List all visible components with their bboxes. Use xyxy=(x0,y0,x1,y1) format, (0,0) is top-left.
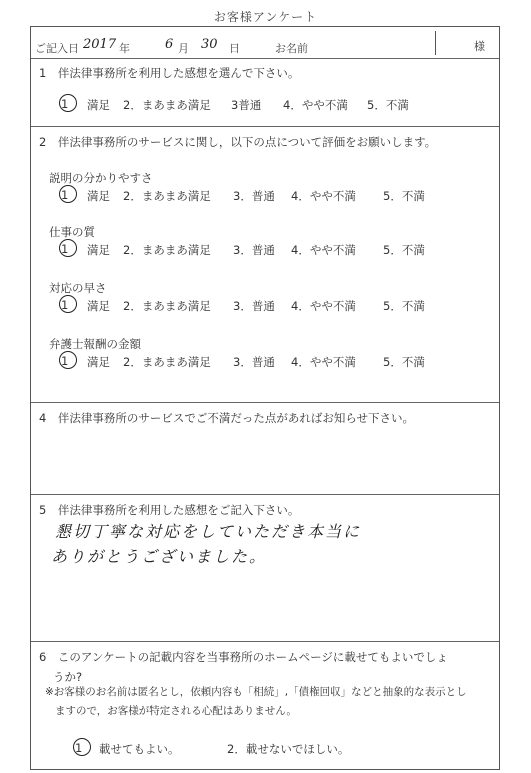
q2-rating-option[interactable]: 満足 xyxy=(87,355,110,369)
q2-rating-option[interactable]: 4．やや不満 xyxy=(291,189,356,203)
q2-rating-option[interactable]: 3．普通 xyxy=(233,243,275,257)
name-label: お名前 xyxy=(275,42,308,55)
divider xyxy=(31,494,499,495)
q2-rating-row xyxy=(61,354,501,374)
privacy-note-line-2: ますので，お客様が特定される心配はありません。 xyxy=(55,705,297,717)
q2-item-label: 対応の早さ xyxy=(49,281,107,295)
date-label: ご記入日 xyxy=(35,42,79,55)
q2-rating-option[interactable]: 2．まあまあ満足 xyxy=(123,299,211,313)
privacy-note xyxy=(45,683,499,721)
q2-rating-option[interactable]: 4．やや不満 xyxy=(291,243,356,257)
q2-rating-option[interactable]: 3．普通 xyxy=(233,189,275,203)
divider xyxy=(31,126,499,127)
q1-option-3[interactable]: 3普通 xyxy=(231,98,262,112)
question-4: 4 伴法律事務所のサービスでご不満だった点があればお知らせ下さい。 xyxy=(39,411,414,425)
q2-rating-option[interactable]: 1 xyxy=(61,242,69,256)
q2-rating-row xyxy=(61,242,501,262)
q6-option-2[interactable]: 2．載せないでほしい。 xyxy=(227,742,350,756)
q6-options xyxy=(75,741,515,761)
q1-option-2[interactable]: 2．まあまあ満足 xyxy=(123,98,211,112)
q2-rating-option[interactable]: 5．不満 xyxy=(383,243,425,257)
day-suffix: 日 xyxy=(229,42,240,55)
divider xyxy=(31,641,499,642)
q2-rating-row xyxy=(61,298,501,318)
q2-rating-option[interactable]: 満足 xyxy=(87,189,110,203)
q2-item-label: 説明の分かりやすさ xyxy=(49,171,153,185)
question-5: 5 伴法律事務所を利用した感想をご記入下さい。 xyxy=(39,503,300,517)
divider xyxy=(31,58,499,59)
q2-rating-option[interactable]: 3．普通 xyxy=(233,355,275,369)
q2-rating-option[interactable]: 5．不満 xyxy=(383,299,425,313)
q1-option-1-label[interactable]: 満足 xyxy=(87,98,110,112)
survey-form xyxy=(30,26,500,770)
q2-item-label: 仕事の質 xyxy=(49,225,95,239)
question-6-line-1: 6 このアンケートの記載内容を当事務所のホームページに載せてもよいでしょ xyxy=(39,650,448,664)
q2-rating-option[interactable]: 3．普通 xyxy=(233,299,275,313)
month-suffix: 月 xyxy=(178,42,189,55)
honorific-label: 様 xyxy=(474,40,485,53)
q6-option-1-label[interactable]: 載せてもよい。 xyxy=(99,742,180,756)
q5-answer-line-2[interactable]: ありがとうございました。 xyxy=(51,547,268,566)
q2-rating-option[interactable]: 5．不満 xyxy=(383,355,425,369)
q2-item-label: 弁護士報酬の金額 xyxy=(49,337,141,351)
q2-rating-option[interactable]: 1 xyxy=(61,354,69,368)
q2-rating-option[interactable]: 満足 xyxy=(87,243,110,257)
q1-option-4[interactable]: 4．やや不満 xyxy=(283,98,348,112)
name-field[interactable] xyxy=(435,31,501,55)
q2-rating-option[interactable]: 4．やや不満 xyxy=(291,299,356,313)
q2-rating-option[interactable]: 2．まあまあ満足 xyxy=(123,243,211,257)
q2-rating-row xyxy=(61,188,501,208)
page-title: お客様アンケート xyxy=(213,10,318,24)
q1-options xyxy=(61,97,501,117)
day-value[interactable]: 30 xyxy=(201,37,218,52)
q1-option-1-number[interactable]: 1 xyxy=(61,97,69,111)
month-value[interactable]: 6 xyxy=(165,37,174,52)
q5-answer-line-1[interactable]: 懇切丁寧な対応をしていただき本当に xyxy=(55,522,362,541)
q2-rating-option[interactable]: 1 xyxy=(61,298,69,312)
q1-option-5[interactable]: 5．不満 xyxy=(367,98,409,112)
question-1: 1 伴法律事務所を利用した感想を選んで下さい。 xyxy=(39,66,300,80)
date-name-row xyxy=(31,27,499,58)
q2-rating-option[interactable]: 1 xyxy=(61,188,69,202)
year-suffix: 年 xyxy=(119,42,130,55)
privacy-note-line-1: ※お客様のお名前は匿名とし，依頼内容も「相続」,「債権回収」などと抽象的な表示とし xyxy=(45,686,467,698)
q2-rating-option[interactable]: 満足 xyxy=(87,299,110,313)
q2-rating-option[interactable]: 2．まあまあ満足 xyxy=(123,355,211,369)
q2-rating-option[interactable]: 4．やや不満 xyxy=(291,355,356,369)
question-2: 2 伴法律事務所のサービスに関し，以下の点について評価をお願いします。 xyxy=(39,135,437,149)
divider xyxy=(31,402,499,403)
q2-rating-option[interactable]: 5．不満 xyxy=(383,189,425,203)
question-6-line-2: うか? xyxy=(53,670,83,684)
q6-option-1-number[interactable]: 1 xyxy=(75,741,83,755)
year-value[interactable]: 2017 xyxy=(83,37,117,52)
q2-rating-option[interactable]: 2．まあまあ満足 xyxy=(123,189,211,203)
